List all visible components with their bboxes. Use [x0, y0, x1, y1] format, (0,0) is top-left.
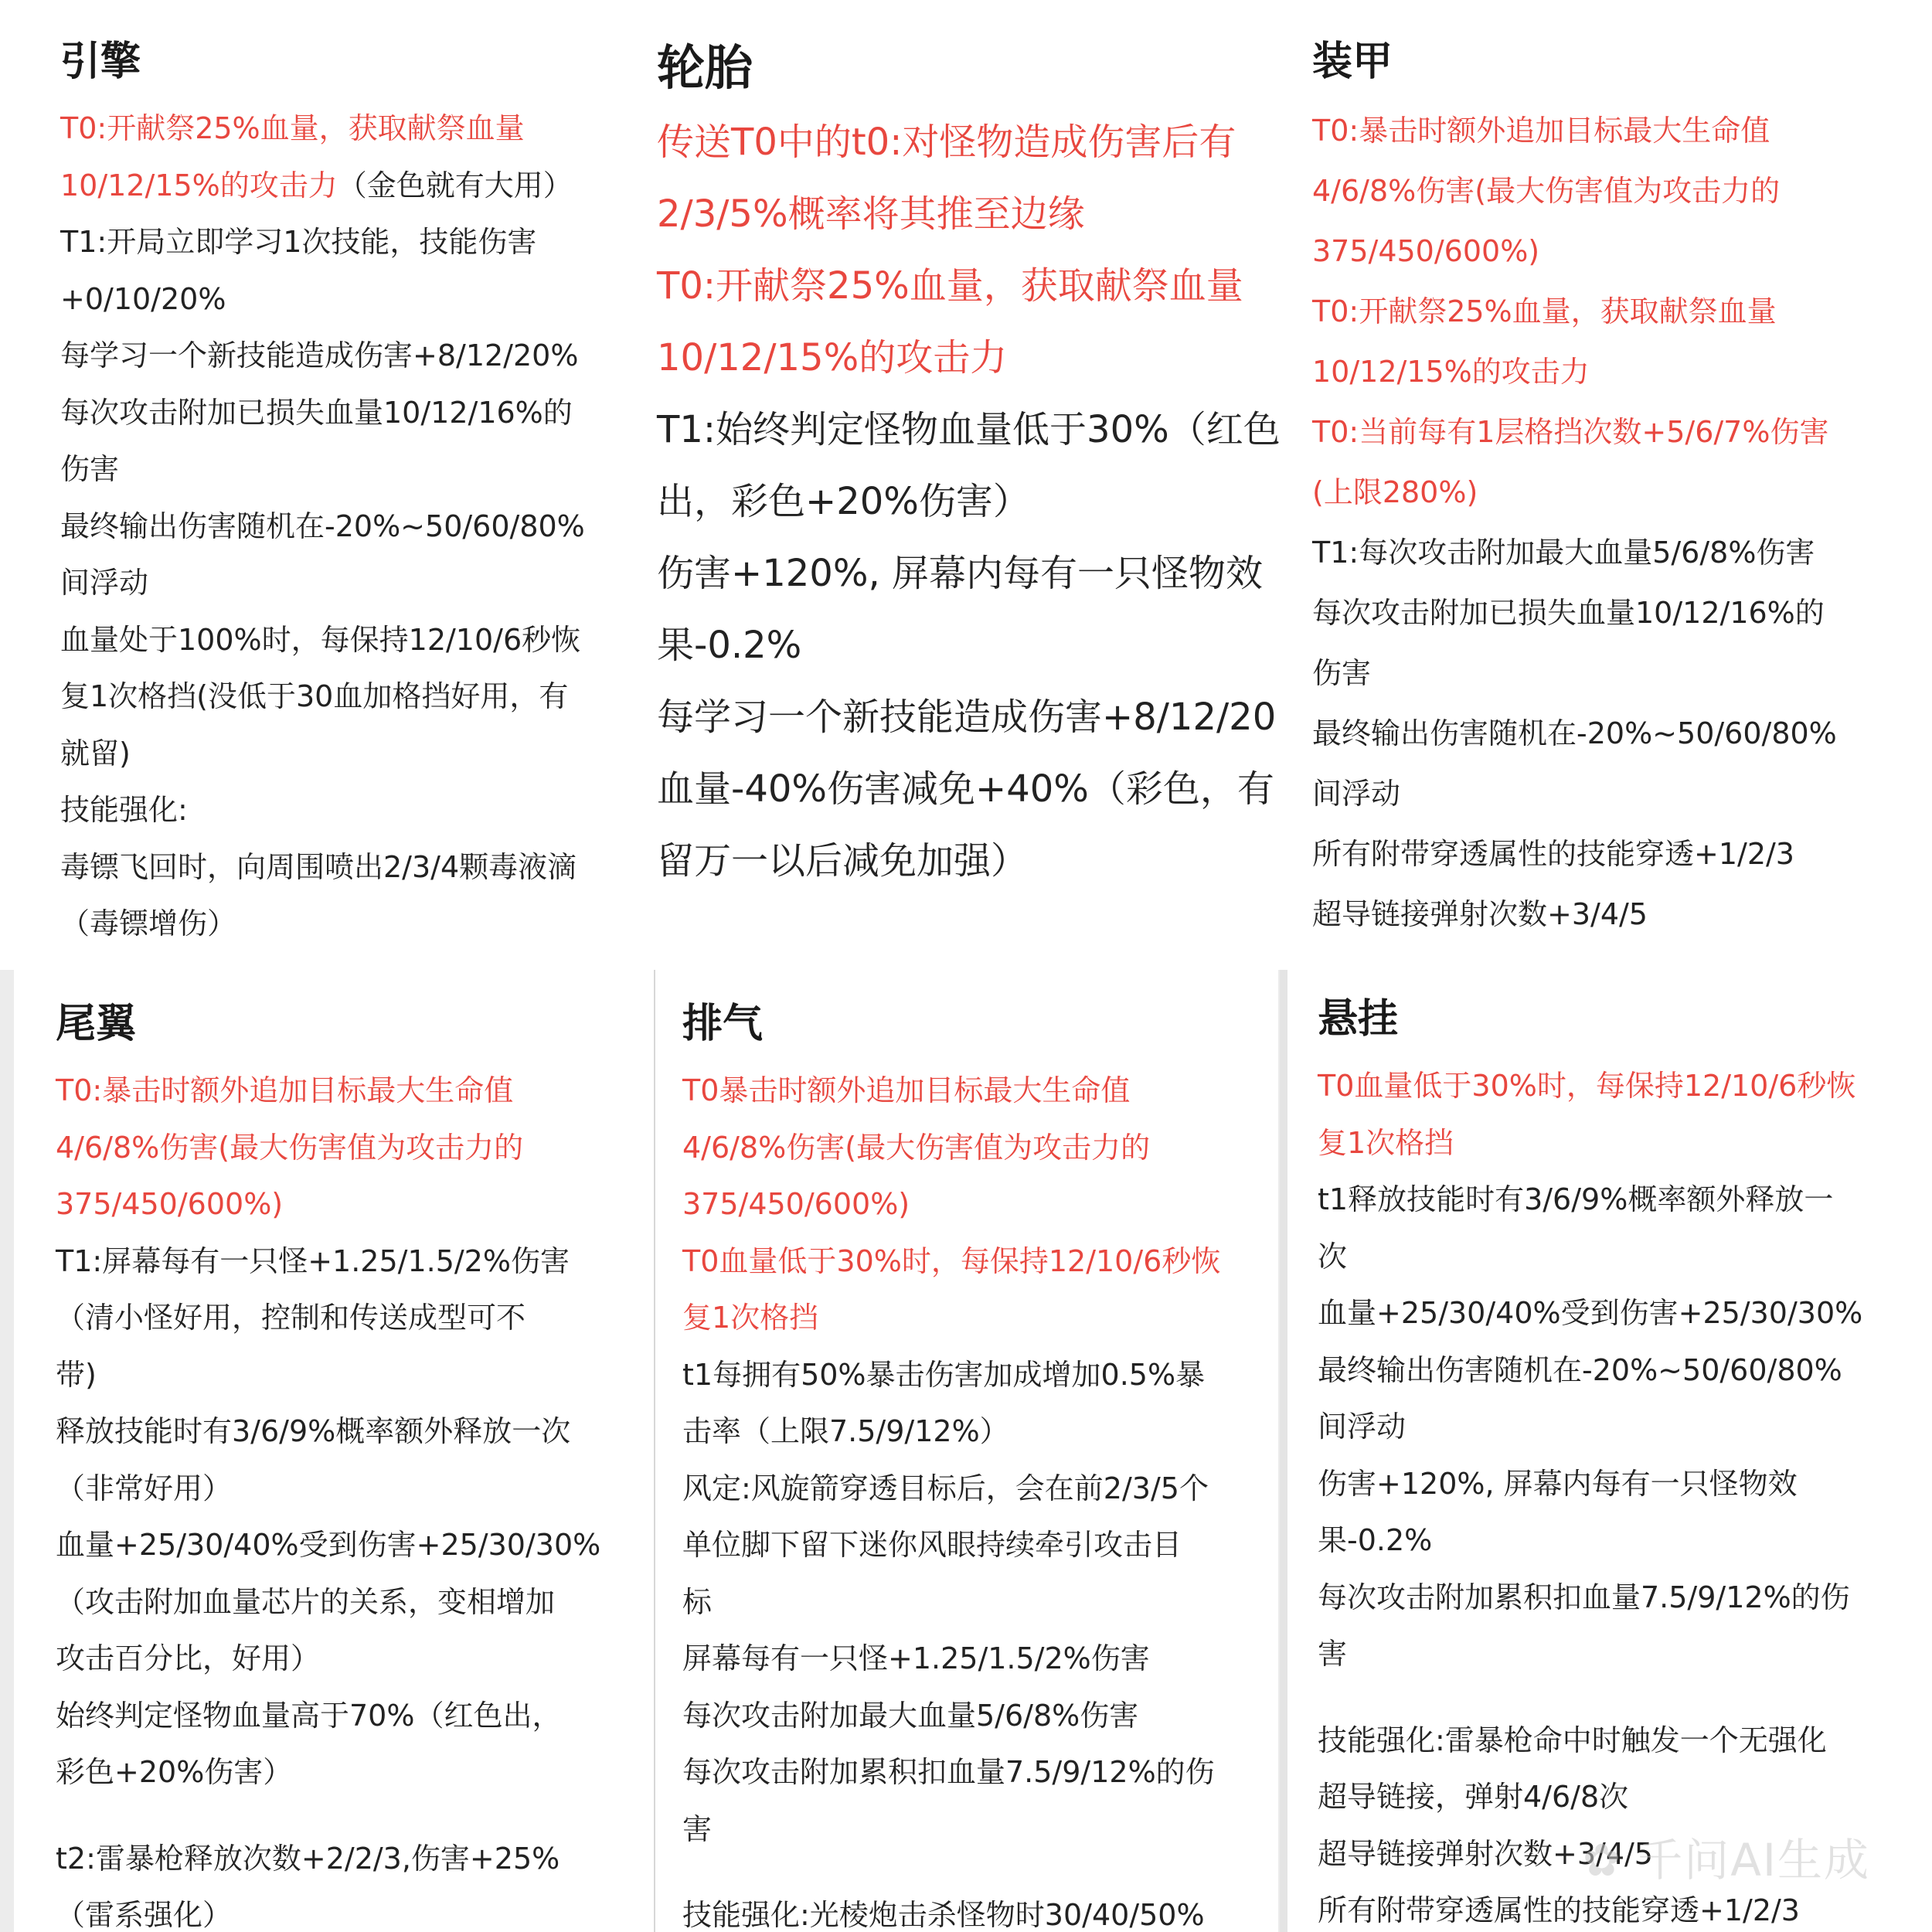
wing-line-text: 攻击百分比，好用）	[56, 1641, 321, 1675]
engine-line-text: 血量处于100%时，每保持12/10/6秒恢	[60, 622, 581, 657]
wing-panel	[14, 970, 654, 1932]
tire-line-text: 果-0.2%	[657, 624, 802, 667]
tire-line	[657, 610, 1298, 682]
armor-line	[1312, 884, 1932, 944]
tire-line-text: 传送T0中的t0:对怪物造成伤害后有	[657, 121, 1236, 164]
engine-line	[60, 271, 634, 328]
armor-line	[1312, 703, 1932, 764]
tire-line	[657, 322, 1298, 394]
armor-line-text: T1:每次攻击附加最大血量5/6/8%伤害	[1312, 536, 1815, 570]
column-divider-left	[654, 970, 655, 1932]
exhaust-line-text: 击率（上限7.5/9/12%）	[682, 1414, 1009, 1448]
wing-line	[56, 1744, 654, 1801]
tire-line-text: 出，彩色+20%伤害）	[657, 480, 1030, 523]
tire-line	[657, 466, 1298, 538]
suspension-line	[1318, 1883, 1932, 1932]
suspension-line-text: 血量+25/30/40%受到伤害+25/30/30%	[1318, 1296, 1863, 1330]
wing-line	[56, 1120, 654, 1177]
suspension-line-text: 每次攻击附加累积扣血量7.5/9/12%的伤	[1318, 1580, 1850, 1614]
exhaust-blank-line	[682, 1858, 1278, 1887]
tire-line	[657, 825, 1298, 897]
armor-line-text: 间浮动	[1312, 777, 1401, 811]
engine-line	[60, 498, 634, 556]
suspension-line-text: 技能强化:雷暴枪命中时触发一个无强化	[1318, 1723, 1827, 1757]
tire-line-text: 伤害+120%, 屏幕内每有一只怪物效	[657, 552, 1263, 595]
engine-line-text: 每次攻击附加已损失血量10/12/16%的	[60, 395, 573, 430]
engine-line	[60, 555, 634, 612]
wing-line	[56, 1631, 654, 1688]
wing-line	[56, 1574, 654, 1631]
exhaust-line	[682, 1801, 1278, 1859]
armor-line	[1312, 462, 1932, 522]
tire-line-text: T0:开献祭25%血量，获取献祭血量	[657, 264, 1243, 308]
wing-line-text: 彩色+20%伤害）	[56, 1755, 293, 1789]
wing-line	[56, 1688, 654, 1745]
wing-blank-line	[56, 1801, 654, 1831]
engine-line-text: 毒镖飞回时，向周围喷出2/3/4颗毒液滴	[60, 849, 577, 884]
exhaust-line	[682, 1176, 1278, 1233]
engine-line	[60, 839, 634, 896]
wing-line-text: 血量+25/30/40%受到伤害+25/30/30%	[56, 1528, 601, 1562]
suspension-title: 悬挂	[1318, 996, 1399, 1043]
engine-line	[60, 158, 634, 215]
engine-line-text: 间浮动	[60, 566, 149, 600]
suspension-line	[1318, 1456, 1932, 1513]
engine-line-text: 复1次格挡(没低于30血加格挡好用，有	[60, 679, 569, 713]
wing-title: 尾翼	[56, 1001, 137, 1047]
engine-line	[60, 441, 634, 498]
exhaust-line-text: 每次攻击附加累积扣血量7.5/9/12%的伤	[682, 1755, 1215, 1789]
suspension-line-text: T0血量低于30%时，每保持12/10/6秒恢	[1318, 1069, 1856, 1103]
wing-line	[56, 1347, 654, 1404]
wing-line	[56, 1403, 654, 1461]
tire-title: 轮胎	[657, 39, 753, 96]
suspension-line	[1318, 1229, 1932, 1286]
armor-title: 装甲	[1312, 39, 1393, 85]
wing-line	[56, 1176, 654, 1233]
exhaust-line-text: 复1次格挡	[682, 1301, 819, 1335]
tire-panel	[634, 0, 1298, 970]
exhaust-line-text: 技能强化:光棱炮击杀怪物时30/40/50%	[682, 1898, 1205, 1932]
engine-line	[60, 782, 634, 839]
suspension-lines	[1318, 1058, 1932, 1932]
armor-line-text: 10/12/15%的攻击力	[1312, 355, 1590, 389]
engine-line-text: 10/12/15%的攻击力	[60, 168, 338, 202]
suspension-line-text: 次	[1318, 1239, 1348, 1274]
tire-line-text: 血量-40%伤害减免+40%（彩色，有	[657, 767, 1274, 811]
tire-line	[657, 538, 1298, 610]
armor-line	[1312, 402, 1932, 462]
tire-line	[657, 107, 1298, 179]
exhaust-line-text: 标	[682, 1584, 713, 1619]
armor-line	[1312, 824, 1932, 884]
wing-line	[56, 1461, 654, 1518]
engine-line-text: 伤害	[60, 452, 120, 486]
exhaust-line-text: 4/6/8%伤害(最大伤害值为攻击力的	[682, 1130, 1151, 1165]
armor-line-text: 超导链接弹射次数+3/4/5	[1312, 897, 1648, 931]
wing-line-text: （非常好用）	[56, 1471, 233, 1505]
exhaust-line	[682, 1120, 1278, 1177]
wing-line	[56, 1063, 654, 1120]
wing-lines	[56, 1063, 654, 1932]
exhaust-line	[682, 1233, 1278, 1291]
exhaust-line-text: 每次攻击附加最大血量5/6/8%伤害	[682, 1698, 1139, 1733]
armor-line-text: T0:开献祭25%血量，获取献祭血量	[1312, 294, 1777, 328]
exhaust-line-text: 屏幕每有一只怪+1.25/1.5/2%伤害	[682, 1641, 1150, 1675]
exhaust-line	[682, 1403, 1278, 1461]
armor-line-text: 最终输出伤害随机在-20%~50/60/80%	[1312, 716, 1837, 750]
tire-line	[657, 250, 1298, 322]
armor-line	[1312, 281, 1932, 342]
exhaust-line-text: T0血量低于30%时，每保持12/10/6秒恢	[682, 1243, 1221, 1278]
armor-line-text: 4/6/8%伤害(最大伤害值为攻击力的	[1312, 174, 1781, 208]
exhaust-panel	[654, 970, 1278, 1932]
exhaust-lines	[682, 1063, 1278, 1932]
suspension-line-text: 果-0.2%	[1318, 1523, 1433, 1557]
suspension-line	[1318, 1285, 1932, 1342]
tire-line	[657, 394, 1298, 466]
engine-line-text: 每学习一个新技能造成伤害+8/12/20%	[60, 338, 579, 372]
tire-line-text: 留万一以后减免加强）	[657, 839, 1029, 883]
armor-line	[1312, 342, 1932, 402]
suspension-line-text: 间浮动	[1318, 1410, 1406, 1444]
tire-line-text: 每学习一个新技能造成伤害+8/12/20	[657, 696, 1277, 739]
engine-line	[60, 726, 634, 783]
engine-line-note: （金色就有大用）	[337, 168, 573, 202]
tire-lines	[657, 107, 1298, 897]
suspension-line	[1318, 1713, 1932, 1770]
armor-line	[1312, 764, 1932, 824]
wing-line-text: （雷系强化）	[56, 1898, 233, 1932]
suspension-line-text: 复1次格挡	[1318, 1125, 1454, 1160]
engine-line-text: 技能强化:	[60, 793, 188, 827]
exhaust-line	[682, 1290, 1278, 1347]
armor-line	[1312, 522, 1932, 583]
wing-line	[56, 1233, 654, 1291]
exhaust-line	[682, 1887, 1278, 1932]
engine-line-text: 就留)	[60, 736, 131, 770]
armor-lines	[1312, 100, 1932, 944]
suspension-line	[1318, 1512, 1932, 1570]
exhaust-line	[682, 1688, 1278, 1745]
engine-line-text: +0/10/20%	[60, 281, 226, 316]
exhaust-title: 排气	[682, 1001, 764, 1047]
engine-line-text: 最终输出伤害随机在-20%~50/60/80%	[60, 509, 585, 543]
armor-panel	[1298, 0, 1932, 970]
suspension-line-text: 最终输出伤害随机在-20%~50/60/80%	[1318, 1352, 1842, 1387]
tire-line	[657, 179, 1298, 250]
tire-line-text: 10/12/15%的攻击力	[657, 336, 1008, 379]
wing-line-text: T1:屏幕每有一只怪+1.25/1.5/2%伤害	[56, 1243, 570, 1278]
exhaust-line-text: 单位脚下留下迷你风眼持续牵引攻击目	[682, 1528, 1182, 1562]
suspension-line	[1318, 1058, 1932, 1115]
armor-line	[1312, 161, 1932, 221]
engine-lines	[60, 100, 634, 953]
wing-line-text: 始终判定怪物血量高于70%（红色出，	[56, 1698, 562, 1733]
engine-line	[60, 612, 634, 669]
wing-line-text: T0:暴击时额外追加目标最大生命值	[56, 1073, 514, 1107]
engine-line	[60, 668, 634, 726]
suspension-line-text: 超导链接，弹射4/6/8次	[1318, 1780, 1629, 1814]
engine-line	[60, 214, 634, 271]
armor-line-text: T0:当前每有1层格挡次数+5/6/7%伤害	[1312, 415, 1829, 449]
engine-line-text: T1:开局立即学习1次技能，技能伤害	[60, 225, 537, 259]
tire-line-text: 2/3/5%概率将其推至边缘	[657, 192, 1085, 236]
wing-line-text: 带)	[56, 1357, 97, 1392]
suspension-line	[1318, 1626, 1932, 1683]
exhaust-line	[682, 1574, 1278, 1631]
exhaust-line	[682, 1461, 1278, 1518]
armor-line	[1312, 643, 1932, 703]
armor-line	[1312, 221, 1932, 281]
exhaust-line-text: 375/450/600%)	[682, 1187, 910, 1221]
wing-line-text: t2:雷暴枪释放次数+2/2/3,伤害+25%	[56, 1841, 560, 1876]
armor-line-text: (上限280%)	[1312, 475, 1478, 509]
suspension-line-text: 超导链接弹射次数+3/4/5	[1318, 1836, 1653, 1871]
exhaust-line-text: T0暴击时额外追加目标最大生命值	[682, 1073, 1131, 1107]
exhaust-line	[682, 1347, 1278, 1404]
suspension-blank-line	[1318, 1683, 1932, 1713]
exhaust-line	[682, 1063, 1278, 1120]
engine-line	[60, 896, 634, 953]
tire-line-text: T1:始终判定怪物血量低于30%（红色	[657, 408, 1281, 451]
watermark: ✿ 千问AI生成	[1583, 1834, 1870, 1886]
wing-line-text: （清小怪好用，控制和传送成型可不	[56, 1301, 526, 1335]
suspension-line-text: 害	[1318, 1637, 1348, 1671]
suspension-line-text: t1释放技能时有3/6/9%概率额外释放一	[1318, 1182, 1834, 1216]
suspension-panel	[1287, 970, 1932, 1932]
tire-line	[657, 753, 1298, 825]
exhaust-line-text: 风定:风旋箭穿透目标后，会在前2/3/5个	[682, 1471, 1209, 1505]
suspension-line-text: 所有附带穿透属性的技能穿透+1/2/3	[1318, 1893, 1800, 1927]
engine-line	[60, 100, 634, 158]
suspension-line	[1318, 1570, 1932, 1627]
armor-line-text: 所有附带穿透属性的技能穿透+1/2/3	[1312, 837, 1794, 871]
exhaust-line	[682, 1744, 1278, 1801]
engine-line-text: T0:开献祭25%血量，获取献祭血量	[60, 111, 525, 145]
engine-line-text: （毒镖增伤）	[60, 906, 237, 940]
suspension-line	[1318, 1342, 1932, 1400]
column-divider-right	[1280, 970, 1287, 1932]
exhaust-line	[682, 1631, 1278, 1688]
engine-line	[60, 385, 634, 442]
wing-line	[56, 1517, 654, 1574]
wing-line	[56, 1290, 654, 1347]
suspension-line	[1318, 1172, 1932, 1229]
armor-line-text: 伤害	[1312, 656, 1372, 690]
armor-line-text: 375/450/600%)	[1312, 234, 1540, 268]
wing-line-text: 4/6/8%伤害(最大伤害值为攻击力的	[56, 1130, 524, 1165]
armor-line-text: T0:暴击时额外追加目标最大生命值	[1312, 114, 1770, 148]
exhaust-line-text: t1每拥有50%暴击伤害加成增加0.5%暴	[682, 1357, 1206, 1392]
suspension-line-text: 伤害+120%, 屏幕内每有一只怪物效	[1318, 1466, 1798, 1501]
armor-line-text: 每次攻击附加已损失血量10/12/16%的	[1312, 596, 1825, 630]
wing-line-text: 375/450/600%)	[56, 1187, 284, 1221]
suspension-line	[1318, 1399, 1932, 1456]
tire-line	[657, 682, 1298, 753]
wing-line-text: （攻击附加血量芯片的关系，变相增加	[56, 1584, 556, 1619]
armor-line	[1312, 100, 1932, 161]
exhaust-line	[682, 1517, 1278, 1574]
wing-line	[56, 1831, 654, 1888]
engine-panel	[0, 0, 634, 970]
engine-line	[60, 328, 634, 385]
wing-line-text: 释放技能时有3/6/9%概率额外释放一次	[56, 1414, 571, 1448]
armor-line	[1312, 583, 1932, 643]
exhaust-line-text: 害	[682, 1811, 713, 1846]
suspension-line	[1318, 1115, 1932, 1172]
wing-line	[56, 1887, 654, 1932]
suspension-line	[1318, 1769, 1932, 1826]
engine-title: 引擎	[60, 39, 141, 85]
